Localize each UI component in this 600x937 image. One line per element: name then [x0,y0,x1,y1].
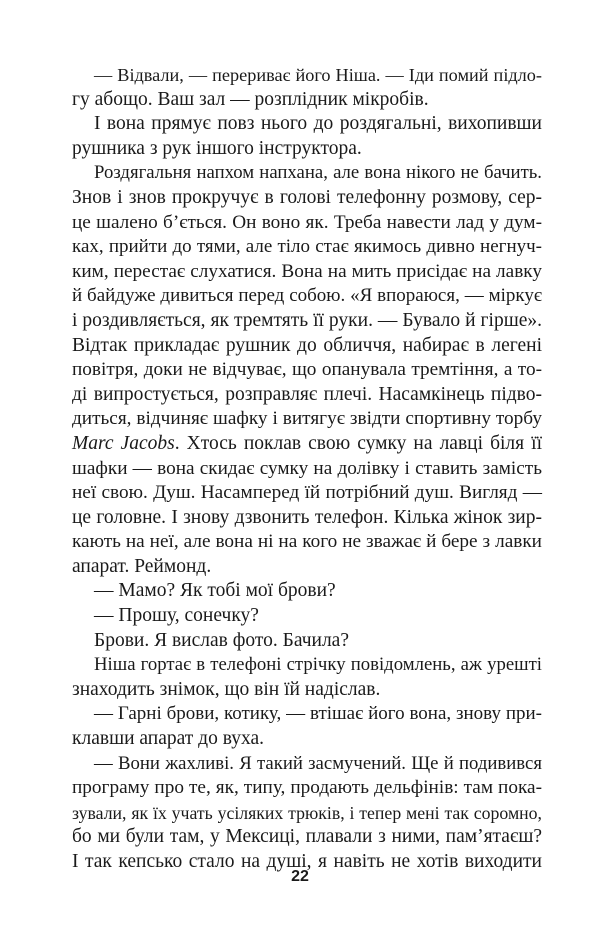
text-line: Роздягальня напхом напхана, але вона нікого не бачить. [94,162,542,184]
text-line: повітря, доки не відчуває, що опанувала тремтіння, а то- [72,359,542,381]
text-line: ді випростується, розправляє плечі. Насамкінець підво- [72,383,542,405]
brand-name-italic: Marc Jacobs [72,432,175,454]
text-line: кають на неї, але вона ні на кого не зважає й бере з лавки [72,531,542,553]
text-line: й байдуже дивиться перед собою. «Я впораюся, — міркує [72,285,542,307]
text-line: це головне. І знову дзвонить телефон. Кілька жінок зир- [72,506,542,528]
page-number: 22 [291,868,309,885]
text-line: Ніша гортає в телефоні стрічку повідомлень, аж урешті [94,654,542,676]
text-fragment: . Хтось поклав свою сумку на лавці біля її [174,432,542,454]
text-line: — Відвали, — перериває його Ніша. — Іди помий підло- [94,65,542,85]
text-line: Відтак прикладає рушник до обличчя, набирає в легені [72,334,542,356]
text-line: рушника з рук іншого інструктора. [72,137,362,159]
text-line: Брови. Я вислав фото. Бачила? [94,629,349,651]
text-line: бо ми були там, у Мексиці, плавали з ними, пам’ятаєш? [72,826,542,848]
text-line: диться, відчиняє шафку і витягує звідти спортивну торбу [72,408,542,430]
text-line: — Мамо? Як тобі мої брови? [94,580,336,602]
text-line: знаходить знімок, що він їй надіслав. [72,678,381,700]
text-line: — Прошу, сонечку? [94,605,259,627]
text-line: Знов і знов прокручує в голові телефонну розмову, сер- [72,186,542,208]
text-line: ким, перестає слухатися. Вона на мить присідає на лавку [72,260,542,282]
text-line: гу абощо. Ваш зал — розплідник мікробів. [72,88,429,110]
text-line: це шалено б’ється. Он воно як. Треба навести лад у дум- [72,211,542,233]
text-line: неї свою. Душ. Насамперед їй потрібний душ. Вигляд — [72,482,542,504]
text-line: зували, як їх учать усіляких трюків, і тепер мені так соромно, [72,802,542,823]
body-text [72,63,542,875]
text-line: — Гарні брови, котику, — втішає його вона, знову при- [94,703,542,725]
text-line: і роздивляється, як тремтять її руки. — Бувало й гірше». [72,309,542,331]
text-line: І вона прямує повз нього до роздягальні, вихопивши [94,113,542,135]
text-line: І так кепсько стало на душі, я навіть не хотів виходити [72,851,542,872]
text-line: програму про те, як, типу, продають дельфінів: там пока- [72,777,542,799]
text-line: шафки — вона скидає сумку на долівку і ставить замість [72,457,542,479]
text-line: — Вони жахливі. Я такий засмучений. Ще й подивився [94,752,542,774]
text-line: апарат. Реймонд. [72,555,212,577]
text-line: ках, прийти до тями, але тіло стає якимось дивно негнуч- [72,236,542,258]
text-line: клавши апарат до вуха. [72,728,265,750]
text-line-mixed [72,432,542,457]
